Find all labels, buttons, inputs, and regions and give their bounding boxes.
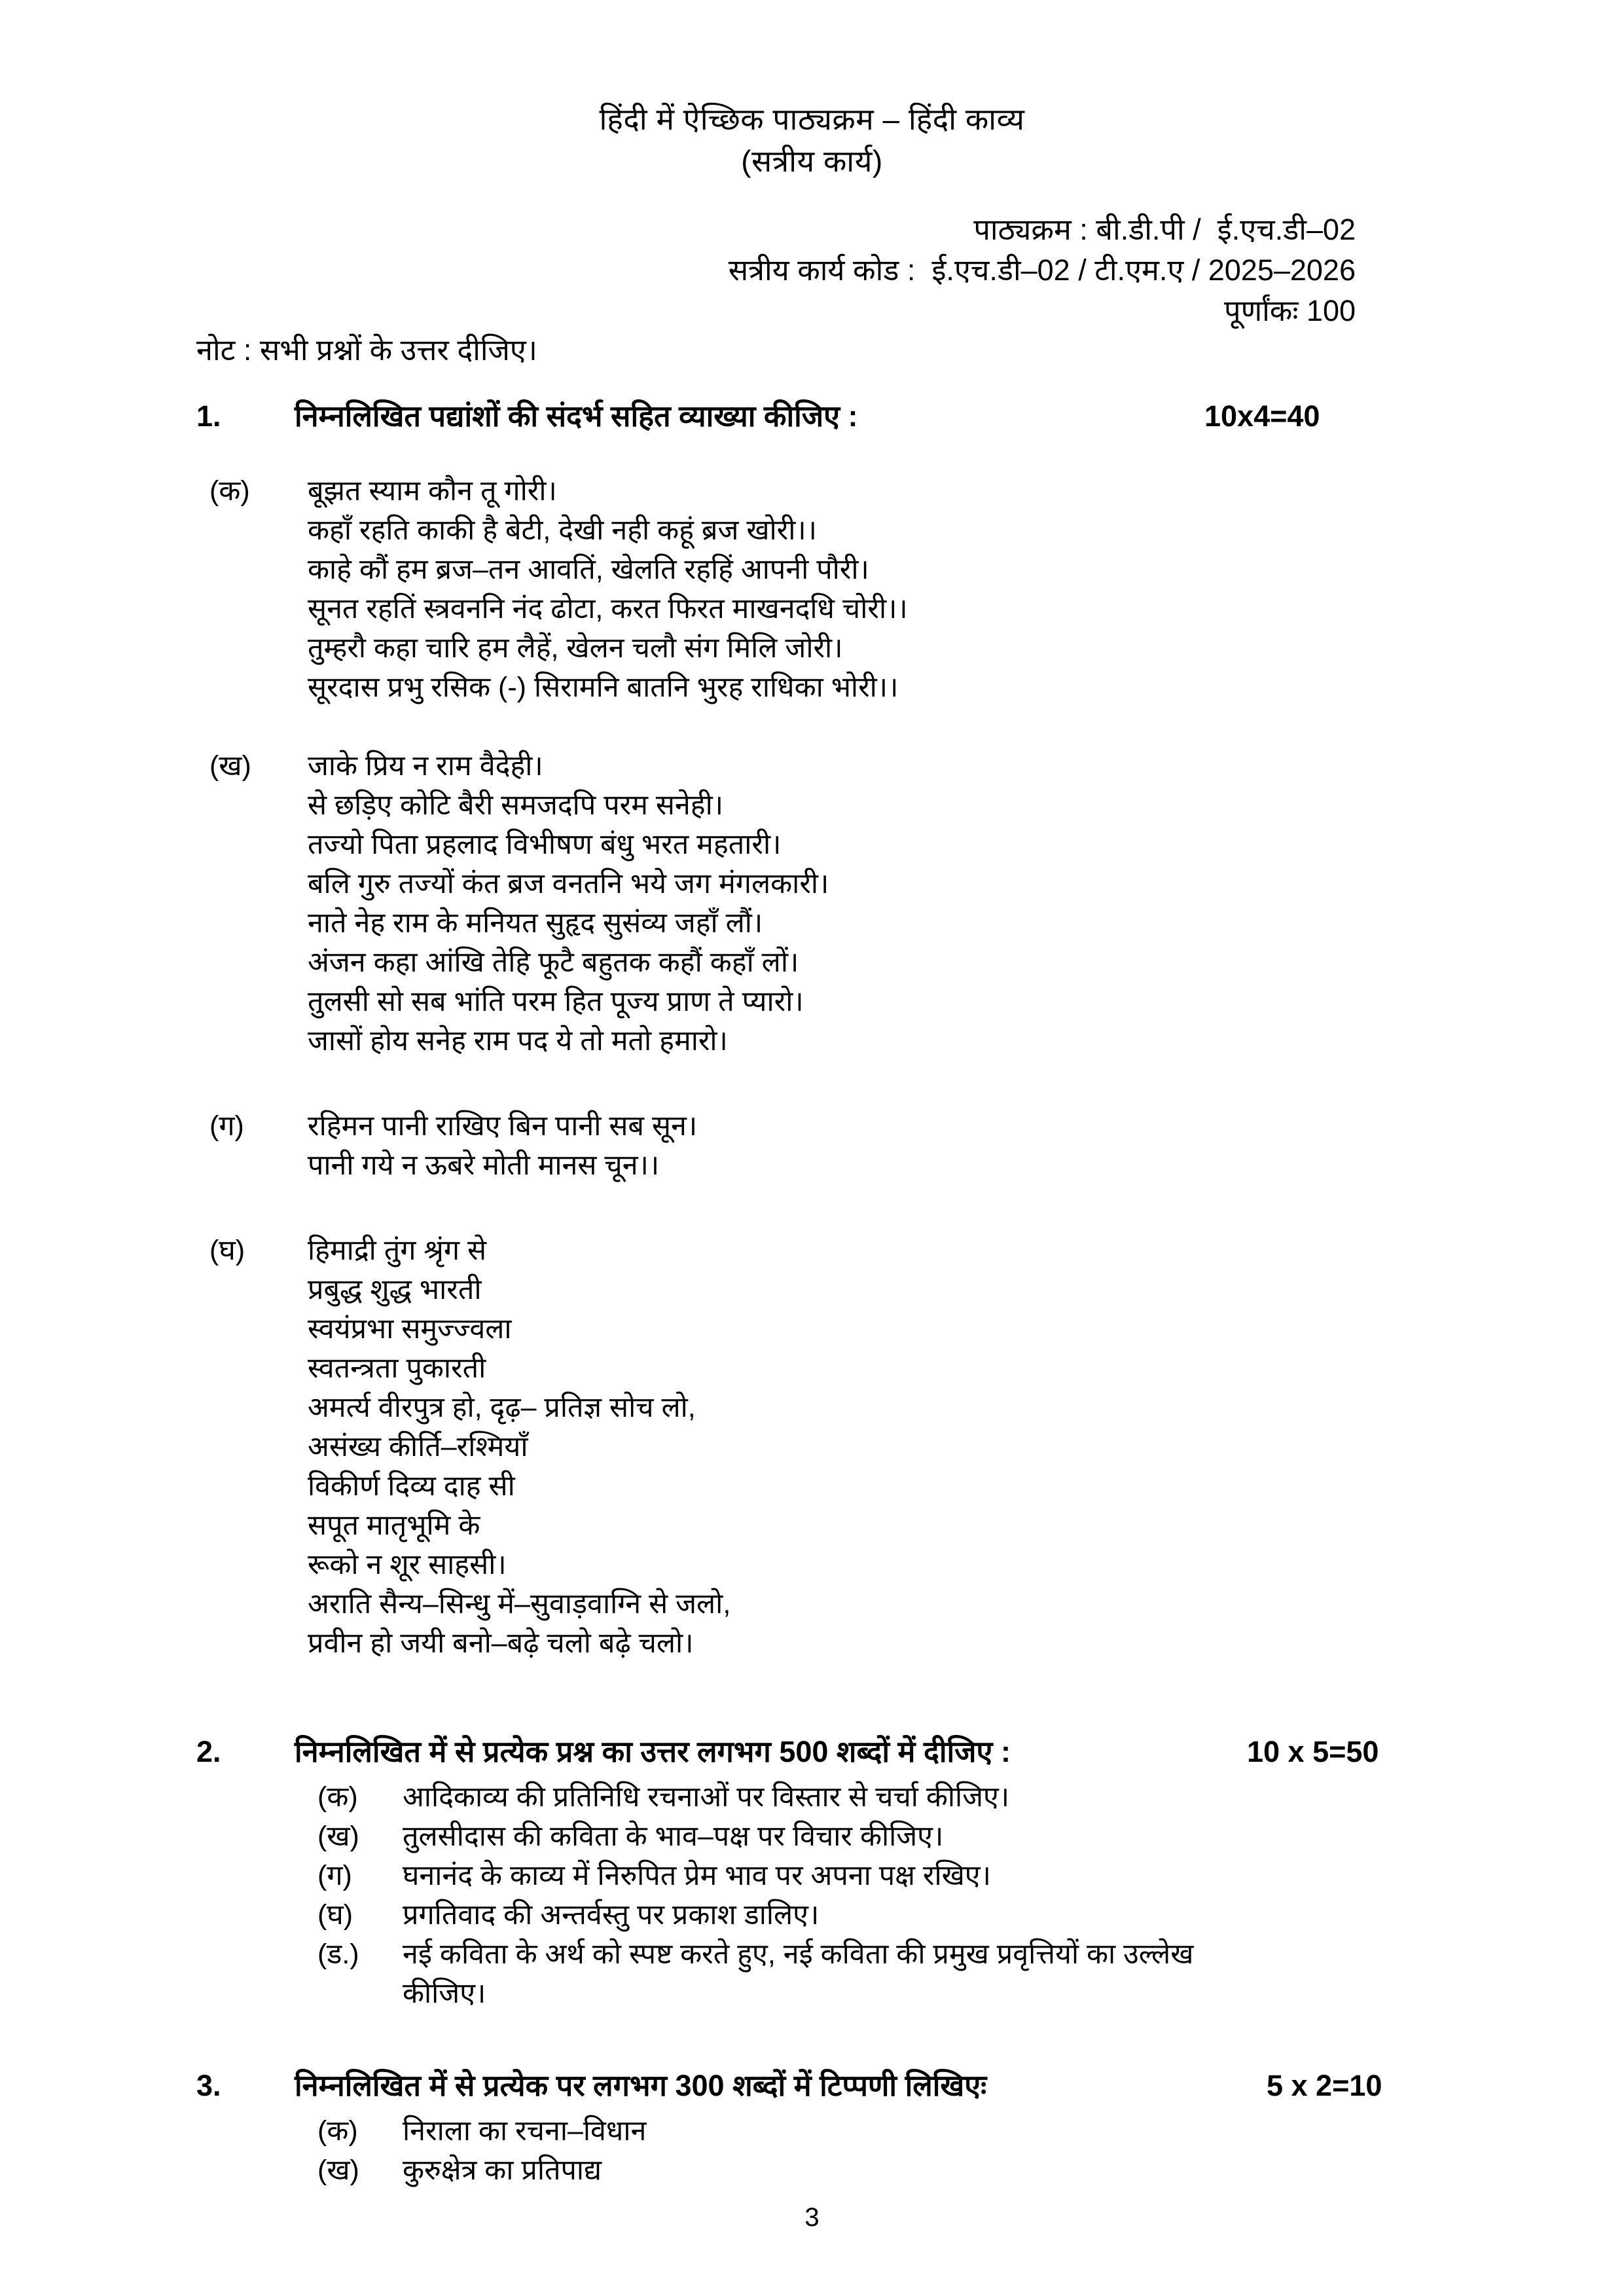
- subitem-text: [403, 1817, 943, 1856]
- passage-line: स्वतन्त्रता पुकारती: [308, 1353, 486, 1384]
- passage-line: तज्यो पिता प्रहलाद विभीषण बंधु भरत महतारी।: [308, 829, 782, 860]
- passage-line: अराति सैन्य–सिन्धु में–सुवाड़वाग्नि से जलो,: [308, 1588, 731, 1620]
- passage-line: अंजन कहा आंखि तेहि फूटै बहुतक कहौं कहाँ लों।: [308, 947, 799, 978]
- subitem-line: कुरुक्षेत्र का प्रतिपाद्य: [403, 2155, 602, 2186]
- subitem-label: (ग): [317, 1860, 352, 1891]
- question-1-text: निम्नलिखित पद्यांशों की संदर्भ सहित व्याख्या कीजिए :: [295, 399, 858, 433]
- assignment-code-line: सत्रीय कार्य कोड : ई.एच.डी–02 / टी.एम.ए / 2025–2026: [728, 253, 1356, 287]
- subitem-text: [403, 2151, 602, 2190]
- passage-line: अमर्त्य वीरपुत्र हो, दृढ़– प्रतिज्ञ सोच लो,: [308, 1392, 696, 1423]
- list-item: [317, 1777, 1193, 1817]
- passage-line: रहिमन पानी राखिए बिन पानी सब सून।: [308, 1110, 698, 1142]
- passage-1c-label: (ग): [209, 1110, 244, 1142]
- subitem-line: तुलसीदास की कविता के भाव–पक्ष पर विचार कीजिए।: [403, 1821, 944, 1852]
- passage-line: जाके प्रिय न राम वैदेही।: [308, 750, 543, 782]
- subitem-line: प्रगतिवाद की अन्तर्वस्तु पर प्रकाश डालिए।: [403, 1899, 820, 1931]
- subitem-line: निराला का रचना–विधान: [403, 2115, 647, 2147]
- list-item: [317, 1895, 1193, 1935]
- list-item: [317, 2111, 646, 2151]
- course-code-line: पाठ्यक्रम : बी.डी.पी / ई.एच.डी–02: [973, 213, 1356, 246]
- question-3-number: 3.: [196, 2069, 221, 2102]
- subitem-label: (क): [317, 2115, 358, 2147]
- question-2-text: निम्नलिखित में से प्रत्येक प्रश्न का उत्तर लगभग 500 शब्दों में दीजिए :: [295, 1735, 1011, 1768]
- passage-line: जासों होय सनेह राम पद ये तो मतो हमारो।: [308, 1025, 728, 1057]
- passage-1c-lines: [308, 1106, 697, 1185]
- document-header: [0, 98, 1624, 182]
- passage-line: नाते नेह राम के मनियत सुहृद सुसंव्य जहाँ लौं।: [308, 907, 763, 939]
- subitem-line: नई कविता के अर्थ को स्पष्ट करते हुए, नई कविता की प्रमुख प्रवृत्तियों का उल्लेख: [403, 1939, 1194, 1970]
- passage-1a-lines: [308, 471, 908, 707]
- passage-line: से छड़िए कोटि बैरी समजदपि परम सनेही।: [308, 790, 724, 821]
- question-3-heading: [196, 2066, 986, 2106]
- passage-line: सपूत मातृभूमि के: [308, 1510, 480, 1541]
- assignment-meta: [729, 210, 1356, 331]
- passage-1a: [209, 471, 908, 707]
- passage-line: हिमाद्री तुंग श्रृंग से: [308, 1235, 487, 1266]
- subitem-label: (ड.): [317, 1939, 359, 1970]
- question-1-heading: [196, 396, 858, 437]
- subitem-text: [403, 1777, 1009, 1817]
- subitem-text: [403, 2111, 646, 2151]
- passage-line: तुलसी सो सब भांति परम हित पूज्य प्राण ते प्यारो।: [308, 986, 804, 1017]
- subitem-text: [403, 1856, 991, 1895]
- passage-line: स्वयंप्रभा समुज्ज्वला: [308, 1313, 512, 1345]
- passage-1b: [209, 746, 829, 1061]
- passage-line: प्रवीन हो जयी बनो–बढ़े चलो बढ़े चलो।: [308, 1628, 694, 1659]
- list-item: [317, 1935, 1193, 2013]
- subitem-text: [403, 1935, 1193, 2013]
- question-3-marks: 5 x 2=10: [1267, 2069, 1382, 2102]
- passage-line: असंख्य कीर्ति–रश्मियाँ: [308, 1431, 528, 1463]
- passage-1d: [209, 1231, 731, 1663]
- passage-1a-label: (क): [209, 475, 250, 507]
- total-marks-line: पूर्णांकः 100: [1224, 294, 1356, 327]
- question-1-number: 1.: [196, 399, 221, 433]
- question-3-text: निम्नलिखित में से प्रत्येक पर लगभग 300 शब्दों में टिप्पणी लिखिएः: [295, 2069, 987, 2102]
- subitem-label: (घ): [317, 1899, 353, 1931]
- list-item: [317, 1817, 1193, 1856]
- page-title: हिंदी में ऐच्छिक पाठ्यक्रम – हिंदी काव्य: [599, 102, 1025, 136]
- passage-line: पानी गये न ऊबरे मोती मानस चून।।: [308, 1150, 660, 1181]
- passage-line: काहे कौं हम ब्रज–तन आवतिं, खेलति रहहिं आपनी पौरी।: [308, 554, 869, 585]
- passage-line: बूझत स्याम कौन तू गोरी।: [308, 475, 557, 507]
- question-2-marks: 10 x 5=50: [1247, 1735, 1379, 1768]
- passage-line: सूरदास प्रभु रसिक (-) सिरामनि बातनि भुरह राधिका भोरी।।: [308, 672, 899, 703]
- passage-line: विकीर्ण दिव्य दाह सी: [308, 1470, 515, 1502]
- question-2-heading: [196, 1732, 1011, 1772]
- list-item: [317, 1856, 1193, 1895]
- passage-1d-lines: [308, 1231, 731, 1663]
- passage-1d-label: (घ): [209, 1235, 245, 1266]
- subitem-label: (क): [317, 1781, 358, 1813]
- question-2-subitems: [317, 1777, 1193, 2013]
- page-number: 3: [804, 2203, 820, 2232]
- question-1-marks: 10x4=40: [1204, 399, 1320, 433]
- subitem-label: (ख): [317, 1821, 359, 1852]
- passage-line: कहाँ रहति काकी है बेटी, देखी नही कहूं ब्रज खोरी।।: [308, 515, 817, 546]
- passage-1c: [209, 1106, 697, 1185]
- passage-1b-lines: [308, 746, 829, 1061]
- passage-line: सूनत रहतिं स्त्रवननि नंद ढोटा, करत फिरत माखनदधि चोरी।।: [308, 593, 908, 625]
- subitem-label: (ख): [317, 2155, 359, 2186]
- subitem-text: [403, 1895, 819, 1935]
- passage-line: तुम्हरौ कहा चारि हम लैहें, खेलन चलौ संग मिलि जोरी।: [308, 632, 843, 664]
- passage-line: बलि गुरु तज्यों कंत ब्रज वनतनि भये जग मंगलकारी।: [308, 868, 829, 900]
- instruction-note: नोट : सभी प्रश्नों के उत्तर दीजिए।: [196, 333, 537, 367]
- list-item: [317, 2151, 646, 2190]
- passage-line: रूको न शूर साहसी।: [308, 1549, 507, 1580]
- question-3-subitems: [317, 2111, 646, 2190]
- question-2-number: 2.: [196, 1735, 221, 1768]
- page-subtitle: (सत्रीय कार्य): [741, 144, 883, 178]
- passage-1b-label: (ख): [209, 750, 251, 782]
- subitem-line: आदिकाव्य की प्रतिनिधि रचनाओं पर विस्तार से चर्चा कीजिए।: [403, 1781, 1010, 1813]
- subitem-line: कीजिए।: [403, 1978, 486, 2009]
- passage-line: प्रबुद्ध शुद्ध भारती: [308, 1274, 482, 1305]
- subitem-line: घनानंद के काव्य में निरुपित प्रेम भाव पर अपना पक्ष रखिए।: [403, 1860, 991, 1891]
